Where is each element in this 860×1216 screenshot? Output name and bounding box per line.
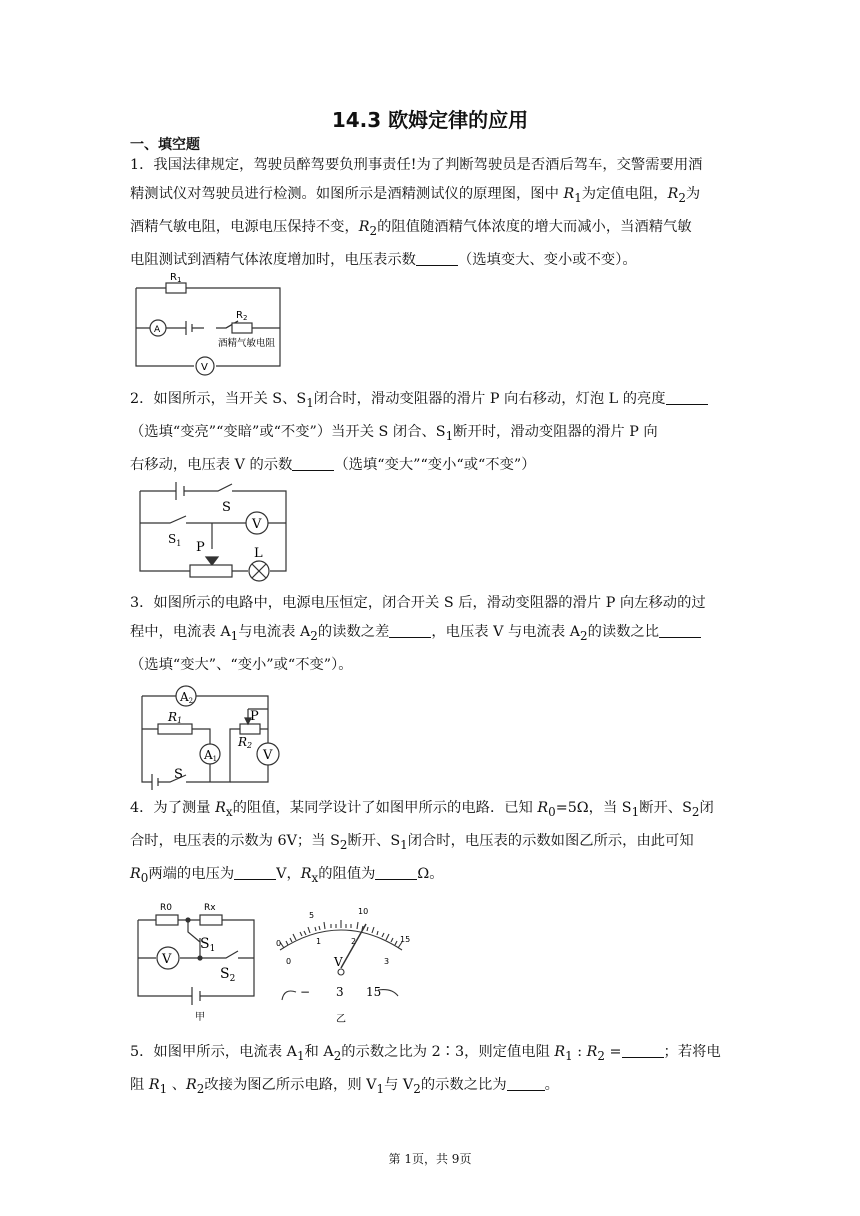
q4-voltmeter-dial-yi — [266, 900, 416, 1024]
q2-circuit-figure — [130, 477, 294, 585]
terminal-15: 15 — [366, 985, 382, 999]
answer-blank[interactable] — [507, 1076, 545, 1091]
terminal-minus: − — [300, 985, 311, 999]
q2-p-label: P — [196, 540, 205, 555]
q3-line-2: 程中，电流表 $A_1$与电流表 $A_2$的读数之差 ，电压表 V 与电流表 $A_2$的读数之比 — [130, 618, 730, 651]
answer-blank[interactable] — [375, 865, 417, 880]
answer-blank[interactable] — [234, 865, 276, 880]
dial-unit-v: V — [334, 955, 343, 969]
voltmeter-symbol: V — [263, 748, 273, 763]
q4-s2-label: $S_2$ — [220, 966, 236, 984]
q3-line-3: （选填“变大”、“变小”或“不变”）。 — [130, 656, 353, 673]
q2-line-1: 2．如图所示，当开关 S、$S_1$闭合时，滑动变阻器的滑片 P 向右移动，灯泡 L 的亮度 — [130, 385, 730, 418]
outer-tick-15: 15 — [400, 935, 411, 944]
q4-rx-label: Rx — [204, 903, 216, 913]
answer-blank[interactable] — [292, 456, 334, 471]
q5-line-1: 5．如图甲所示，电流表 $A_1$和 $A_2$的示数之比为 2∶3，则定值电阻 $R_1$ : $R_2$ = ；若将电 — [130, 1044, 721, 1063]
terminal-3: 3 — [336, 985, 344, 999]
q1-line-3: 酒精气敏电阻，电源电压保持不变，$R_2$的阻值随酒精气体浓度的增大而减小，当酒精气敏 — [130, 218, 692, 238]
q5-line-2: 阻 $R_1$ 、$R_2$改接为图乙所示电路，则 $V_1$与 $V_2$的示数之比为 。 — [130, 1076, 559, 1096]
page-title: 14.3 欧姆定律的应用 — [331, 108, 529, 132]
q2-line-3: 右移动，电压表 V 的示数 （选填“变大”“变小“或“不变”） — [130, 456, 536, 473]
q1-circuit-figure — [130, 266, 290, 382]
figure-label-yi: 乙 — [336, 1014, 346, 1024]
q2-l-label: L — [254, 546, 263, 561]
q4-r0-label: R0 — [160, 903, 172, 913]
outer-tick-10: 10 — [358, 907, 369, 916]
q4-circuit-figure-jia — [130, 898, 264, 1024]
inner-tick-3: 3 — [384, 957, 390, 966]
q3-s-label: S — [174, 767, 183, 782]
ammeter-a1-symbol: A1 — [204, 748, 218, 763]
q3-r2-label: R2 — [238, 735, 253, 750]
q3-r1-label: R1 — [168, 710, 183, 725]
section-heading: 一、填空题 — [130, 137, 200, 153]
q3-circuit-figure — [130, 684, 286, 794]
question-3 — [130, 589, 730, 680]
answer-blank[interactable] — [622, 1043, 664, 1058]
q4-line-2: 合时，电压表的示数为 6V；当 $S_2$断开、$S_1$闭合时，电压表的示数如图乙所示，由此可知 — [130, 832, 694, 852]
question-2 — [130, 385, 730, 480]
voltmeter-symbol: V — [252, 517, 262, 532]
voltmeter-symbol: V — [201, 362, 208, 373]
q4-line-1: 4．为了测量 $R_x$的阻值，某同学设计了如图甲所示的电路．已知 $R_0=5\Omega$，当 $S_1$断开、$S_2$闭 — [130, 800, 714, 819]
q3-line-1: 3．如图所示的电路中，电源电压恒定，闭合开关 S 后，滑动变阻器的滑片 P 向左移动的过 — [130, 595, 706, 611]
q1-line-1: 1．我国法律规定，驾驶员醉驾要负刑事责任!为了判断驾驶员是否酒后驾车，交警需要用酒 — [130, 157, 703, 173]
q2-s-label: S — [222, 500, 231, 515]
q2-s1-label: $S_1$ — [168, 532, 182, 548]
answer-blank[interactable] — [659, 623, 701, 638]
answer-blank[interactable] — [666, 390, 708, 405]
question-4 — [130, 794, 730, 893]
voltmeter-symbol: V — [162, 952, 172, 967]
q2-line-2: （选填“变亮”“变暗”或“不变”）当开关 S 闭合、$S_1$断开时，滑动变阻器的滑片 P 向 — [130, 423, 658, 443]
q1-line-4: 电阻测试到酒精气体浓度增加时，电压表示数 （选填变大、变小或不变）。 — [130, 251, 637, 268]
sensor-label: 酒精气敏电阻 — [218, 338, 276, 349]
q1-r2-label: $R_2$ — [236, 310, 248, 322]
ammeter-symbol: A — [154, 325, 161, 335]
inner-tick-1: 1 — [316, 937, 322, 946]
question-1 — [130, 151, 730, 275]
page-footer: 第 1页，共 9页 — [388, 1152, 472, 1166]
figure-label-jia: 甲 — [195, 1012, 205, 1023]
inner-tick-0: 0 — [286, 957, 292, 966]
q3-p-label: P — [250, 709, 259, 724]
q4-s1-label: $S_1$ — [200, 936, 216, 954]
answer-blank[interactable] — [389, 623, 431, 638]
q4-line-3: $R_0$两端的电压为 V，$R_x$的阻值为 Ω。 — [130, 865, 444, 885]
question-5 — [130, 1038, 730, 1104]
inner-tick-2: 2 — [351, 937, 357, 946]
outer-tick-0: 0 — [276, 939, 282, 948]
ammeter-a2-symbol: A2 — [180, 690, 194, 705]
outer-tick-5: 5 — [309, 911, 315, 920]
q1-r1-label: $R_1$ — [170, 272, 182, 284]
answer-blank[interactable] — [416, 251, 458, 266]
q1-line-2: 精测试仪对驾驶员进行检测。如图所示是酒精测试仪的原理图，图中 $R_1$为定值电阻，$R_2$为 — [130, 186, 701, 205]
